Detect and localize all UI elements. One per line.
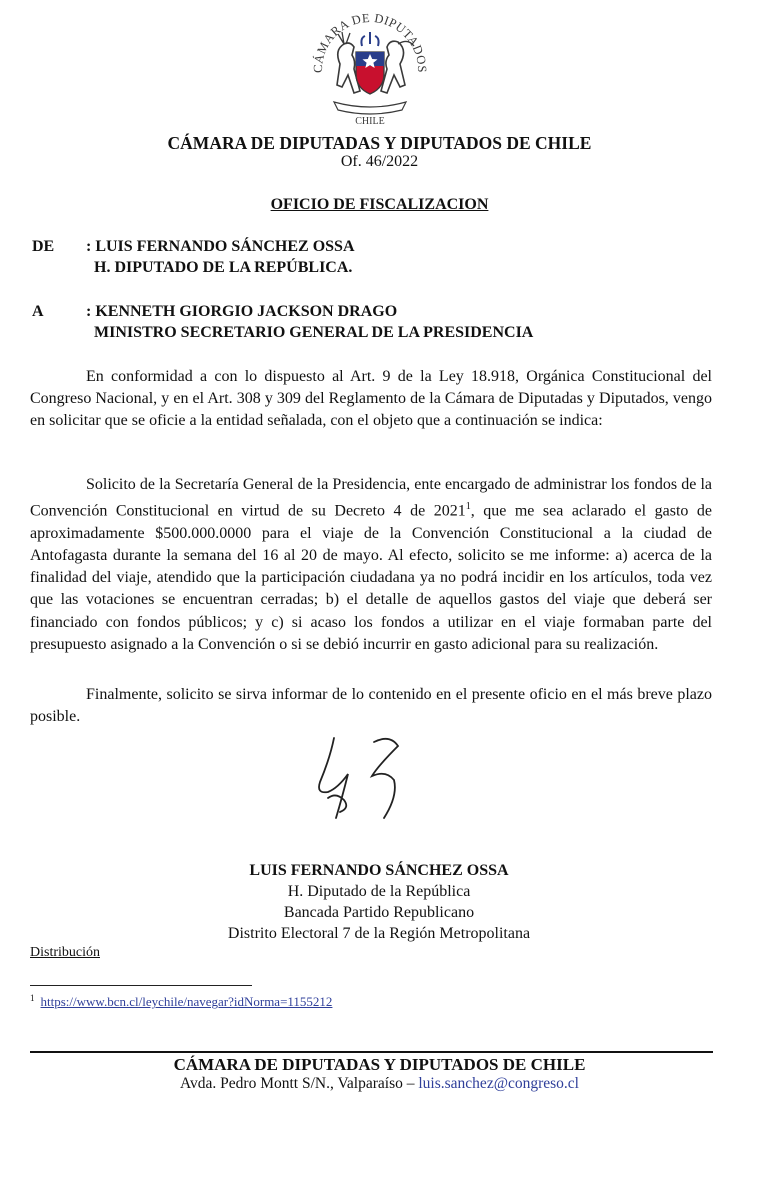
footer-address	[0, 1075, 759, 1093]
body-paragraph-3: Finalmente, solicito se sirva informar de lo contenido en el presente oficio en el más breve plazo posible.	[30, 686, 712, 726]
footnote-divider	[30, 985, 252, 986]
chamber-seal	[300, 4, 440, 126]
seal-arc-text: CÁMARA DE DIPUTADOS	[310, 10, 430, 74]
footer-divider	[30, 1051, 713, 1053]
from-label: DE	[32, 238, 55, 255]
document-type: OFICIO DE FISCALIZACION	[270, 196, 489, 213]
signer-party: Bancada Partido Republicano	[283, 904, 475, 921]
from-role: H. DIPUTADO DE LA REPÚBLICA.	[94, 259, 353, 276]
from-name: : LUIS FERNANDO SÁNCHEZ OSSA	[86, 238, 355, 255]
signer-name: LUIS FERNANDO SÁNCHEZ OSSA	[249, 862, 509, 879]
seal-bottom-text: CHILE	[355, 116, 385, 126]
document-reference: Of. 46/2022	[340, 153, 419, 170]
footnote-mark: 1	[30, 993, 35, 1003]
to-name: : KENNETH GIORGIO JACKSON DRAGO	[86, 303, 398, 320]
footnote-reference: 1	[465, 501, 471, 513]
footnote	[30, 993, 332, 1010]
header-title: CÁMARA DE DIPUTADAS Y DIPUTADOS DE CHILE	[167, 133, 592, 153]
to-role: MINISTRO SECRETARIO GENERAL DE LA PRESIDENCIA	[94, 324, 534, 341]
signer-district: Distrito Electoral 7 de la Región Metropolitana	[227, 925, 531, 942]
footer-address-text: Avda. Pedro Montt S/N., Valparaíso –	[180, 1075, 419, 1092]
handwritten-signature	[312, 728, 432, 828]
to-label: A	[32, 303, 44, 320]
body-paragraph-2: Solicito de la Secretaría General de la Presidencia, ente encargado de administrar los fondos de la Convención Constitucional en virtud de su Decreto 4 de 2021$^1$, que me sea aclarado el gasto de aproximadamente $500.000.0000 para el viaje de la Convención Constitucional a la ciudad de Antofagasta durante la semana del 16 al 20 de mayo. Al efecto, solicito se me informe: a) acerca de la finalidad del viaje, atendido que la participación ciudadana ya no podrá incidir en los artículos, toda vez que las votaciones se encuentran cerradas; b) el detalle de aquellos gastos del viaje que deberá ser financiado con fondos públicos; y c) si acaso los fondos a utilizar en el viaje formaban parte del presupuesto asignado a la Convención o si se debió incurrir en gasto adicional para su realización.	[30, 476, 713, 653]
footer-title: CÁMARA DE DIPUTADAS Y DIPUTADOS DE CHILE	[173, 1055, 586, 1074]
footnote-link[interactable]: https://www.bcn.cl/leychile/navegar?idNorma=1155212	[40, 994, 333, 1010]
distribution-label: Distribución	[30, 945, 100, 960]
body-paragraph-1: En conformidad a con lo dispuesto al Art. 9 de la Ley 18.918, Orgánica Constitucional del Congreso Nacional, y en el Art. 308 y 309 del Reglamento de la Cámara de Diputadas y Diputados, vengo en solicitar que se oficie a la entidad señalada, con el objeto que a continuación se indica:	[30, 368, 712, 430]
footer-email[interactable]: luis.sanchez@congreso.cl	[418, 1075, 579, 1092]
signer-title: H. Diputado de la República	[287, 883, 471, 900]
